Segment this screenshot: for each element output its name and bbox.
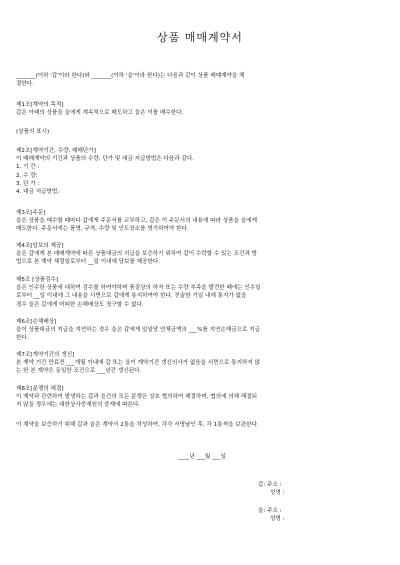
document-title: 상품 매매계약서 [157, 31, 243, 44]
article-text: 이 매매계약의 기간과 상품의 수량, 단가 및 대금 지급방법은 다음과 같다. [16, 156, 195, 163]
article-text: 을은 갑에게 본 매매계약에 따른 상품대금의 지급을 보증하기 위하여 갑이 수락할 수 있는 조건과 방 [16, 251, 258, 258]
article-heading: 제1조[계약의 목적] [16, 102, 64, 108]
article-8 [16, 385, 388, 410]
date-text: ____년 ___월 ___일 [178, 454, 226, 460]
goods-label-text: (상품의 표시) [16, 129, 50, 135]
intro-paragraph [16, 72, 388, 88]
article-4 [16, 242, 388, 267]
article-heading: 제7조[계약기간의 갱신] [16, 352, 75, 358]
article-heading: 제6조[손해배상] [16, 319, 57, 325]
article-text: 경우 을은 갑에게 어떠한 손해배상도 청구할 수 없다. [16, 301, 144, 308]
article-text: 법으로 본 계약 체결일로부터 __일 이내에 담보를 제공한다. [16, 259, 161, 266]
article-text: 본 계약 기간 만료전 ___개월 이내에 갑 또는 을이 계약기간 갱신의사가 없음을 서면으로 통지하지 않 [16, 360, 261, 367]
article-text: 매도한다. 주문서에는 품명, 규격, 수량 및 인도장소를 명기하여야 한다. [16, 226, 189, 233]
article-heading: 제8조[분쟁의 해결] [16, 386, 64, 392]
article-3 [16, 209, 388, 234]
article-1 [16, 101, 388, 117]
party-b-block [258, 507, 284, 523]
article-2 [16, 147, 388, 196]
article-text: 로부터 __일 이내에 그 내용을 서면으로 갑에게 통지하여야 한다. 전술한 기일 내에 통지가 없을 [16, 293, 247, 300]
article-heading: 제2조[계약기간, 수량, 매매단가] [16, 148, 96, 154]
party-b-name: 성명 : [270, 516, 285, 523]
party-a-label: 갑: [258, 482, 266, 488]
party-a-block [258, 481, 284, 497]
goods-label [16, 128, 388, 136]
article-5 [16, 276, 388, 309]
article-text: 갑은 아래의 상품을 을에게 계속적으로 매도하고 을은 이를 매수한다. [16, 110, 184, 117]
article-heading: 제5조 [상품검수] [16, 277, 59, 283]
article-6 [16, 318, 388, 343]
party-b-address: 주소 : [267, 508, 282, 514]
article-text: 지 않을 경우에는 대한상사중재원의 중재에 따른다. [16, 402, 141, 409]
article-7 [16, 351, 388, 376]
contract-date [16, 453, 388, 461]
article-text: 1. 기 간 : [16, 164, 40, 171]
article-text: 3. 단 가 : [16, 180, 40, 187]
article-text: 이 계약과 관련하여 발생하는 갑과 을간의 모든 분쟁은 상호 협의하여 해결하며, 협의에 의해 해결되 [16, 394, 258, 401]
intro-line: _______(이하 '갑'이라 한다)와 _______(이하 '을'이라 한다)는 다음과 같이 상품 매매계약을 체 [16, 73, 245, 79]
intro-line: 결한다. [16, 81, 34, 88]
article-text: 4. 대금 지급방법: [16, 189, 60, 196]
article-text: 는 한 본 계약은 동일한 조건으로 ___년간 갱신된다. [16, 368, 142, 375]
article-text: 을은 상품을 매수할 때마다 갑에게 주문서를 교부하고, 갑은 이 주문서의 내용에 따라 상품을 을에게 [16, 218, 258, 225]
article-text: 2. 수 량: [16, 172, 38, 179]
article-text: 을은 인수한 상품에 대하여 검수를 하여야하며 품질상의 하자 또는 수량 부족을 발견한 때에는 인수일 [16, 285, 261, 292]
closing-paragraph [16, 421, 388, 429]
party-a-address-line [258, 481, 284, 489]
party-a-name: 성명 : [270, 490, 285, 497]
party-a-address: 주소 : [267, 482, 282, 488]
article-heading: 제4조[담보의 제공] [16, 243, 64, 249]
article-text: 을이 상품대금의 지급을 지연하는 경우 을은 갑에게 일일당 연체금액의 ___%를 지연손해금으로 지급 [16, 327, 261, 334]
party-b-label: 을: [258, 508, 266, 514]
party-b-address-line [258, 507, 284, 515]
article-heading: 제3조[주문] [16, 210, 46, 216]
closing-text: 이 계약을 보증하기 위해 갑과 을은 계약서 2통을 작성하여, 각각 서명날인 후, 각 1통씩을 보관한다. [16, 422, 259, 428]
article-text: 한다. [16, 335, 29, 342]
